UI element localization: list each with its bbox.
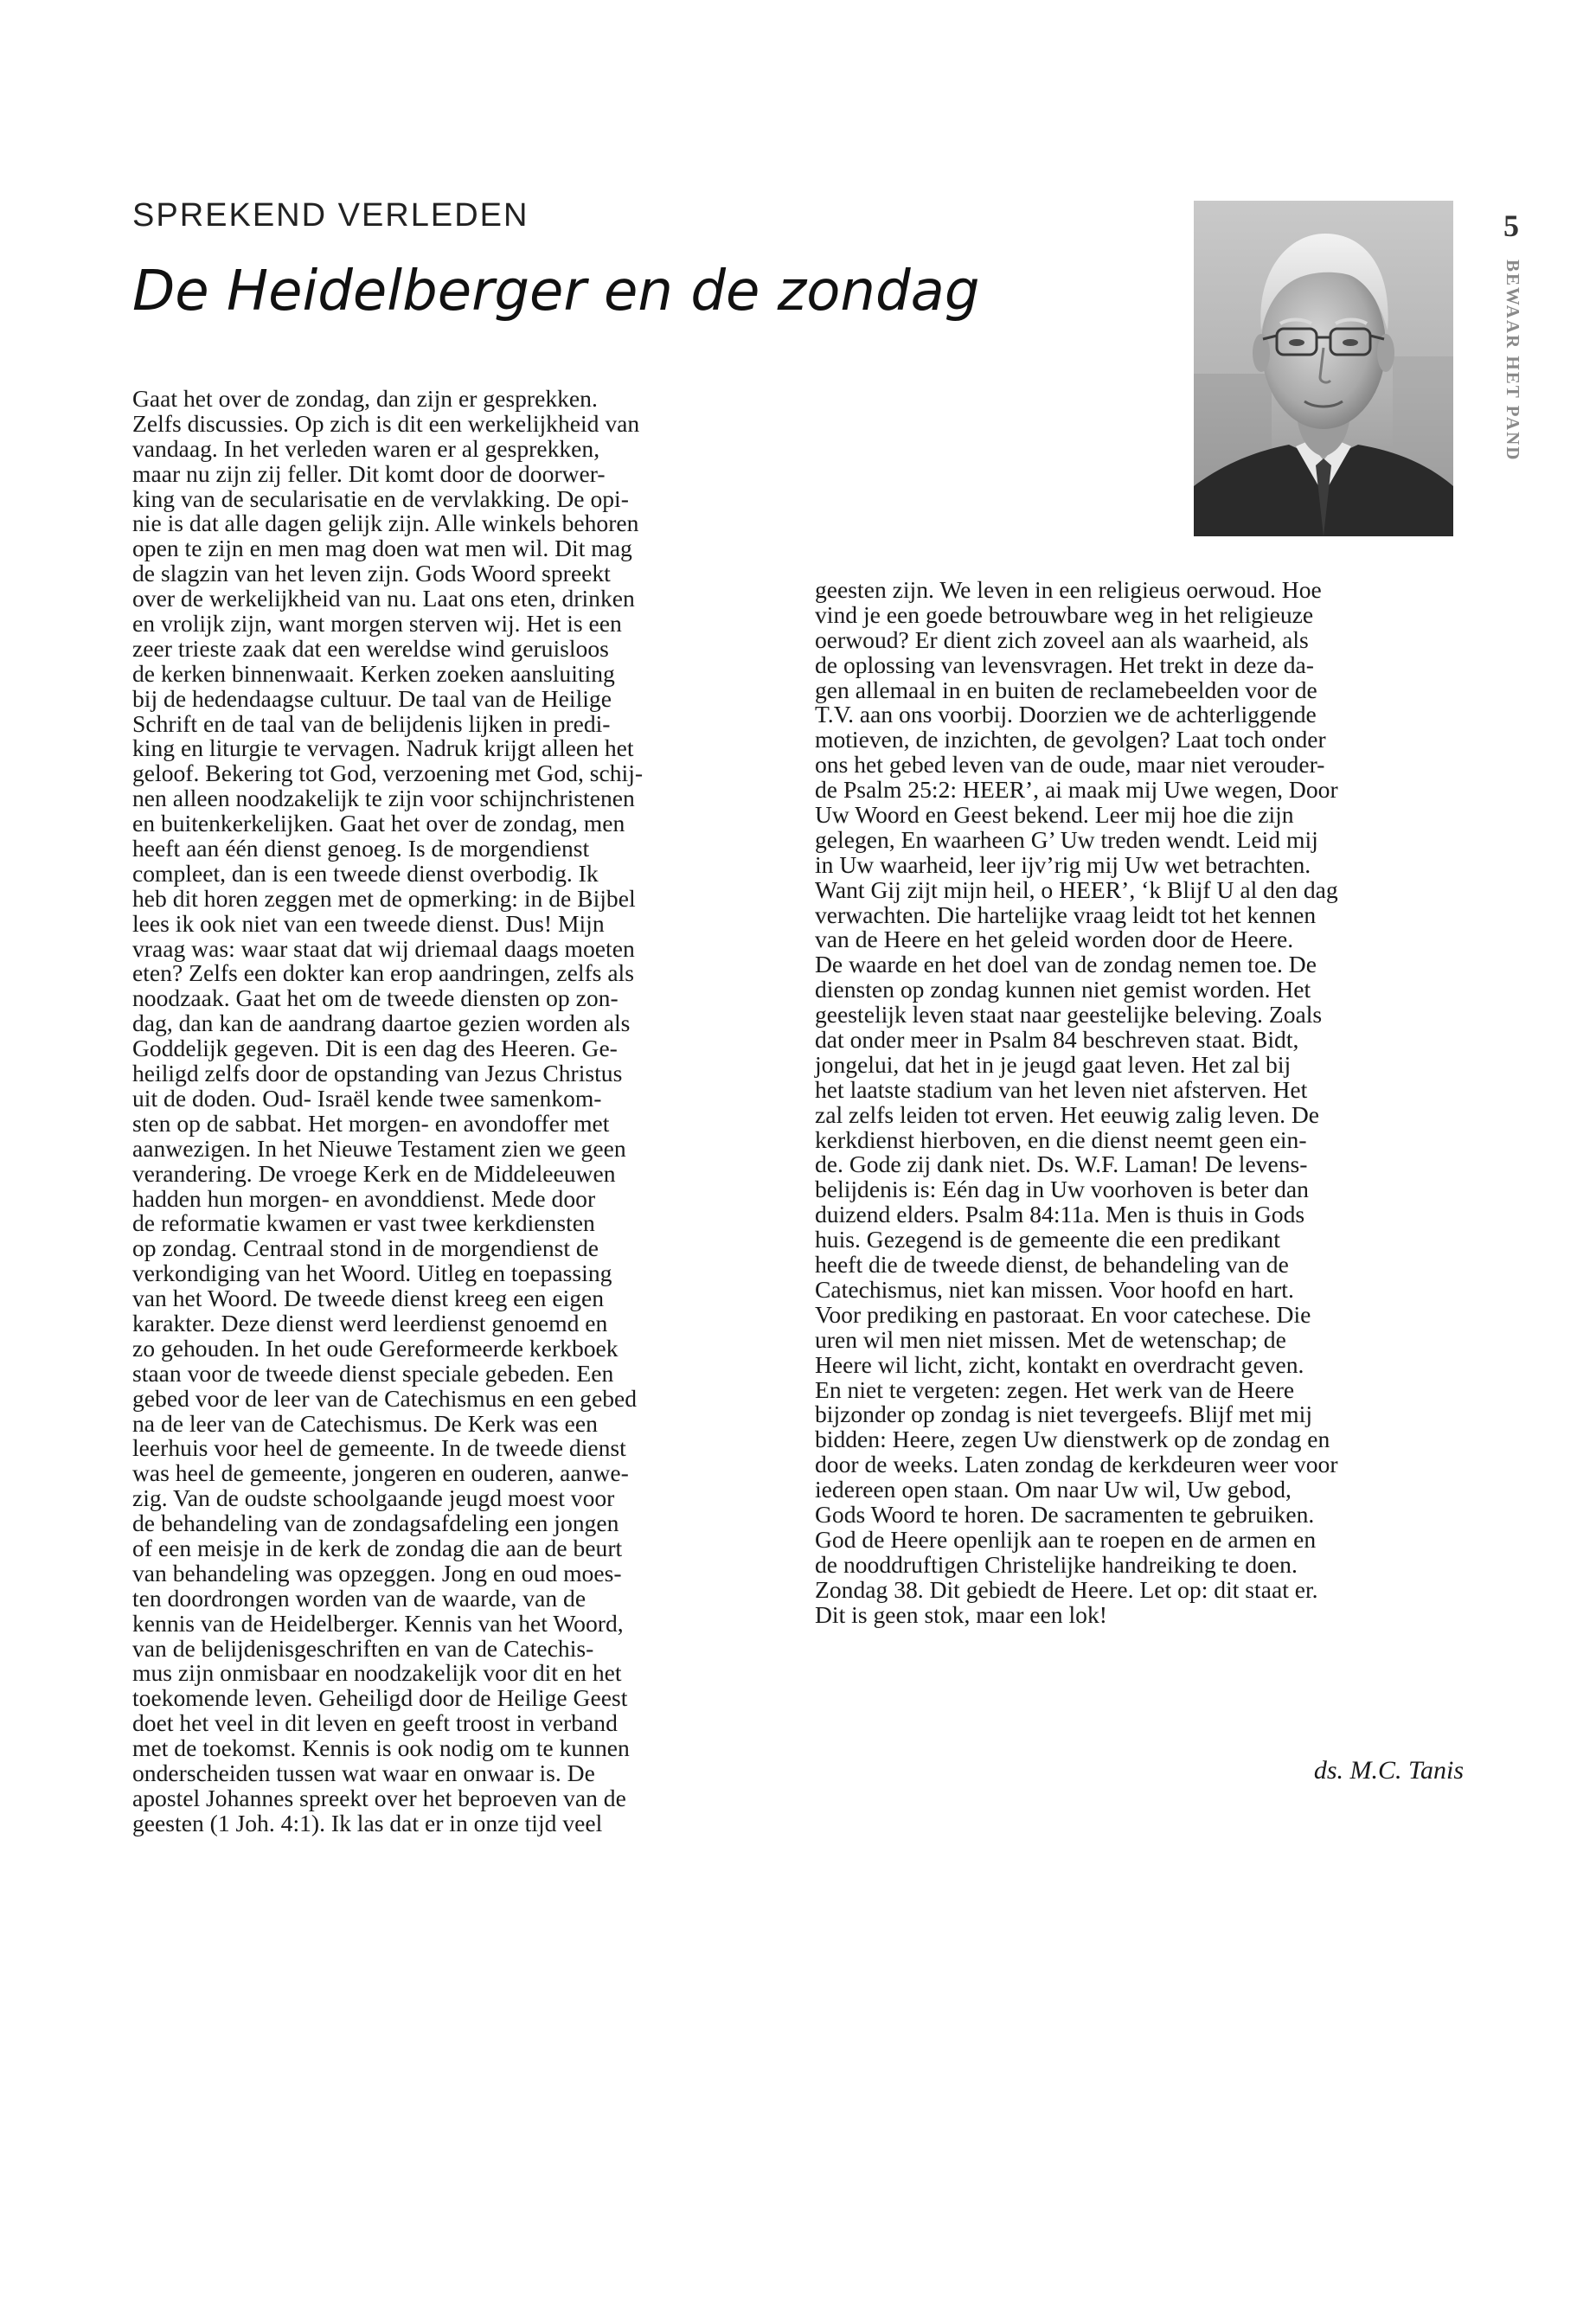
text-line: noodzaak. Gaat het om de tweede diensten op zon- <box>132 984 619 1012</box>
text-line: bijzonder op zondag is niet tevergeefs. Blijf met mij <box>815 1400 1312 1428</box>
text-line: Catechismus, niet kan missen. Voor hoofd en hart. <box>815 1275 1294 1303</box>
text-line: de reformatie kwamen er vast twee kerkdiensten <box>132 1209 595 1237</box>
article-right-column <box>815 578 1472 1627</box>
text-line: de Psalm 25:2: HEER’, ai maak mij Uwe wegen, Door <box>815 776 1338 804</box>
text-line: vraag was: waar staat dat wij driemaal daags moeten <box>132 934 635 962</box>
text-line: compleet, dan is een tweede dienst overbodig. Ik <box>132 859 599 887</box>
text-line: nen alleen noodzakelijk te zijn voor schijnchristenen <box>132 785 635 812</box>
text-line: God de Heere openlijk aan te roepen en de armen en <box>815 1525 1317 1553</box>
text-line: gelegen, En waarheen G’ Uw treden wendt. Leid mij <box>815 825 1318 853</box>
text-line: was heel de gemeente, jongeren en ouderen, aanwe- <box>132 1459 629 1487</box>
text-line: king van de secularisatie en de vervlakking. De opi- <box>132 484 629 512</box>
text-line: uit de doden. Oud- Israël kende twee samenkom- <box>132 1084 602 1112</box>
text-line: T.V. aan ons voorbij. Doorzien we de achterliggende <box>815 701 1317 728</box>
text-line: karakter. Deze dienst werd leerdienst genoemd en <box>132 1309 608 1336</box>
text-line: oerwoud? Er dient zich zoveel aan als waarheid, als <box>815 625 1309 653</box>
text-line: zal zelfs leiden tot erven. Het eeuwig zalig leven. De <box>815 1100 1320 1128</box>
text-line: leerhuis voor heel de gemeente. In de tweede dienst <box>132 1434 626 1462</box>
author-photo <box>1194 201 1453 536</box>
text-line: belijdenis is: Eén dag in Uw voorhoven is beter dan <box>815 1176 1309 1203</box>
text-line: van de Heere en het geleid worden door de Heere. <box>815 926 1294 953</box>
text-line: toekomende leven. Geheiligd door de Heilige Geest <box>132 1684 628 1712</box>
section-label: SPREKEND VERLEDEN <box>132 197 529 234</box>
text-line: geloof. Bekering tot God, verzoening met God, schij- <box>132 760 644 787</box>
text-line: heiligd zelfs door de opstanding van Jezus Christus <box>132 1060 623 1087</box>
text-line: Voor prediking en pastoraat. En voor catechese. Die <box>815 1300 1311 1328</box>
text-line: vind je een goede betrouwbare weg in het religieuze <box>815 600 1314 628</box>
text-line: de kerken binnenwaait. Kerken zoeken aansluiting <box>132 659 615 687</box>
page-number: 5 <box>1503 208 1519 243</box>
text-line: nie is dat alle dagen gelijk zijn. Alle winkels behoren <box>132 510 639 537</box>
text-line: apostel Johannes spreekt over het beproeven van de <box>132 1784 626 1811</box>
text-line: kerkdienst hierboven, en die dienst neemt geen ein- <box>815 1125 1307 1153</box>
text-line: verwachten. Die hartelijke vraag leidt tot het kennen <box>815 901 1317 928</box>
text-line: staan voor de tweede dienst speciale gebeden. Een <box>132 1359 614 1387</box>
text-line: En niet te vergeten: zegen. Het werk van de Heere <box>815 1375 1295 1403</box>
text-line: geesten (1 Joh. 4:1). Ik las dat er in onze tijd veel <box>132 1809 603 1836</box>
text-line: mus zijn onmisbaar en noodzakelijk voor dit en het <box>132 1659 622 1687</box>
article-author: ds. M.C. Tanis <box>1313 1756 1464 1785</box>
text-line: en buitenkerkelijken. Gaat het over de zondag, men <box>132 810 625 837</box>
text-line: Zelfs discussies. Op zich is dit een werkelijkheid van <box>132 409 640 437</box>
text-line: geestelijk leven staat naar geestelijke beleving. Zoals <box>815 1001 1323 1029</box>
text-line: van de belijdenisgeschriften en van de Catechis- <box>132 1634 594 1662</box>
text-line: verkondiging van het Woord. Uitleg en toepassing <box>132 1259 612 1287</box>
text-line: lees ik ook niet van een tweede dienst. Dus! Mijn <box>132 909 605 937</box>
text-line: onderscheiden tussen wat waar en onwaar is. De <box>132 1759 595 1786</box>
text-line: zo gehouden. In het oude Gereformeerde kerkboek <box>132 1334 619 1362</box>
text-line: zig. Van de oudste schoolgaande jeugd moest voor <box>132 1484 615 1512</box>
text-line: doet het veel in dit leven en geeft troost in verband <box>132 1709 618 1737</box>
text-line: verandering. De vroege Kerk en de Middeleeuwen <box>132 1159 616 1187</box>
text-line: Gaat het over de zondag, dan zijn er gesprekken. <box>132 385 598 412</box>
text-line: dat onder meer in Psalm 84 beschreven staat. Bidt, <box>815 1026 1299 1054</box>
text-line: van behandeling was opzeggen. Jong en oud moes- <box>132 1559 622 1586</box>
text-line: maar nu zijn zij feller. Dit komt door de doorwer- <box>132 459 606 487</box>
text-line: de oplossing van levensvragen. Het trekt in deze da- <box>815 651 1314 678</box>
text-line: Heere wil licht, zicht, kontakt en overdracht geven. <box>815 1350 1304 1378</box>
text-line: het laatste stadium van het leven niet afsterven. Het <box>815 1075 1308 1103</box>
text-line: ons het gebed leven van de oude, maar niet verouder- <box>815 751 1325 779</box>
text-line: heeft die de tweede dienst, de behandeling van de <box>815 1251 1289 1279</box>
text-line: Zondag 38. Dit gebiedt de Heere. Let op: dit staat er. <box>815 1575 1318 1603</box>
text-line: gen allemaal in en buiten de reclamebeelden voor de <box>815 676 1317 703</box>
text-line: sten op de sabbat. Het morgen- en avondoffer met <box>132 1109 610 1137</box>
text-line: hadden hun morgen- en avonddienst. Mede door <box>132 1184 596 1212</box>
text-line: over de werkelijkheid van nu. Laat ons eten, drinken <box>132 585 635 612</box>
text-line: van het Woord. De tweede dienst kreeg een eigen <box>132 1285 605 1312</box>
text-line: de slagzin van het leven zijn. Gods Woord spreekt <box>132 560 611 587</box>
text-line: in Uw waarheid, leer ijv’rig mij Uw wet betrachten. <box>815 850 1311 878</box>
text-line: de. Gode zij dank niet. Ds. W.F. Laman! De levens- <box>815 1150 1308 1178</box>
text-line: of een meisje in de kerk de zondag die aan de beurt <box>132 1534 623 1561</box>
text-line: geesten zijn. We leven in een religieus oerwoud. Hoe <box>815 576 1322 603</box>
text-line: Goddelijk gegeven. Dit is een dag des Heeren. Ge- <box>132 1035 618 1062</box>
running-title-text: BEWAAR HET PAND <box>1503 260 1523 462</box>
text-line: Want Gij zijt mijn heil, o HEER’, ‘k Blijf U al den dag <box>815 875 1338 903</box>
text-line: uren wil men niet missen. Met de wetenschap; de <box>815 1325 1286 1353</box>
text-line: Gods Woord te horen. De sacramenten te gebruiken. <box>815 1500 1315 1528</box>
text-line: vandaag. In het verleden waren er al gesprekken, <box>132 434 600 462</box>
text-line: De waarde en het doel van de zondag nemen toe. De <box>815 951 1317 978</box>
text-line: king en liturgie te vervagen. Nadruk krijgt alleen het <box>132 734 634 762</box>
text-line: huis. Gezegend is de gemeente die een predikant <box>815 1226 1280 1253</box>
text-line: heeft aan één dienst genoeg. Is de morgendienst <box>132 835 590 862</box>
text-line: heb dit horen zeggen met de opmerking: in de Bijbel <box>132 884 636 912</box>
text-line: aanwezigen. In het Nieuwe Testament zien we geen <box>132 1134 626 1162</box>
text-line: na de leer van de Catechismus. De Kerk was een <box>132 1409 598 1437</box>
text-line: de nooddruftigen Christelijke handreiking te doen. <box>815 1550 1298 1578</box>
text-line: bij de hedendaagse cultuur. De taal van de Heilige <box>132 684 612 712</box>
text-line: iedereen open staan. Om naar Uw wil, Uw gebod, <box>815 1476 1292 1503</box>
text-line: duizend elders. Psalm 84:11a. Men is thuis in Gods <box>815 1201 1305 1228</box>
text-line: op zondag. Centraal stond in de morgendienst de <box>132 1234 599 1262</box>
text-line: gebed voor de leer van de Catechismus en een gebed <box>132 1384 638 1412</box>
text-line: en vrolijk zijn, want morgen sterven wij. Het is een <box>132 610 622 638</box>
text-line: kennis van de Heidelberger. Kennis van het Woord, <box>132 1609 624 1637</box>
text-line: Schrift en de taal van de belijdenis lijken in predi- <box>132 709 611 737</box>
text-line: door de weeks. Laten zondag de kerkdeuren weer voor <box>815 1451 1338 1478</box>
article-left-column <box>132 387 772 1836</box>
text-line: motieven, de inzichten, de gevolgen? Laat toch onder <box>815 726 1326 753</box>
text-line: zeer trieste zaak dat een wereldse wind geruisloos <box>132 634 609 662</box>
text-line: jongelui, dat het in je jeugd gaat leven. Het zal bij <box>815 1050 1292 1078</box>
text-line: open te zijn en men mag doen wat men wil. Dit mag <box>132 535 632 562</box>
article-title: De Heidelberger en de zondag <box>132 260 980 324</box>
text-line: diensten op zondag kunnen niet gemist worden. Het <box>815 976 1311 1003</box>
text-line: Dit is geen stok, maar een lok! <box>815 1600 1107 1628</box>
text-line: bidden: Heere, zegen Uw dienstwerk op de zondag en <box>815 1426 1330 1453</box>
text-line: de behandeling van de zondagsafdeling een jongen <box>132 1509 619 1537</box>
text-line: met de toekomst. Kennis is ook nodig om te kunnen <box>132 1734 630 1762</box>
author-portrait-photo-icon <box>1194 201 1453 536</box>
text-line: Uw Woord en Geest bekend. Leer mij hoe die zijn <box>815 801 1294 829</box>
text-line: dag, dan kan de aandrang daartoe gezien worden als <box>132 1009 631 1037</box>
running-title <box>1502 260 1536 476</box>
text-line: eten? Zelfs een dokter kan erop aandringen, zelfs als <box>132 959 634 987</box>
text-line: ten doordrongen worden van de waarde, van de <box>132 1584 586 1612</box>
